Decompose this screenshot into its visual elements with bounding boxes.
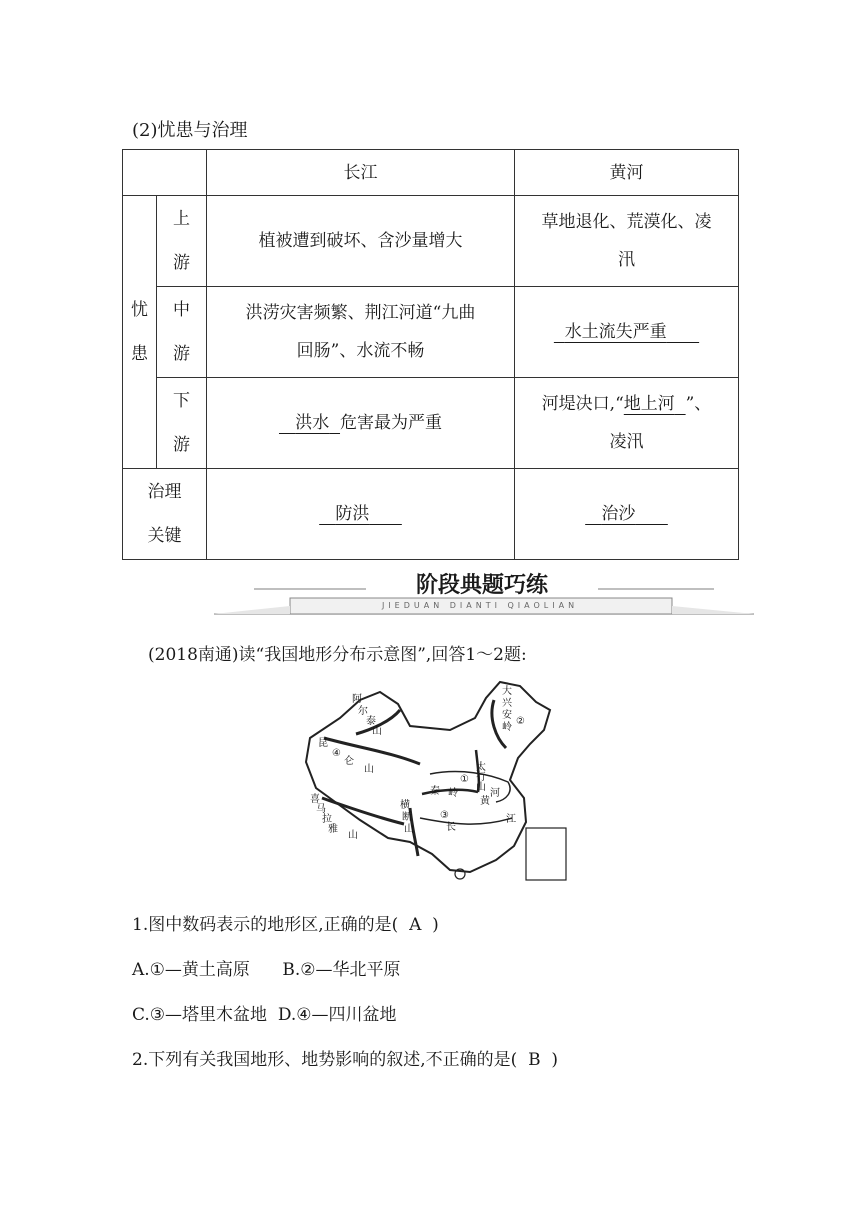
cell-line: 凌汛: [609, 432, 644, 452]
row-label-upstream: [157, 196, 207, 287]
cell-huanghe-midstream: [515, 287, 739, 378]
map-label: 喜: [310, 794, 320, 805]
map-label: 马: [316, 804, 326, 815]
question-text: 1.图中数码表示的地形区,正确的是(: [132, 915, 399, 935]
row-label-bottom: 游: [173, 435, 190, 455]
cell-huanghe-downstream: [515, 378, 739, 469]
row-label-midstream: [157, 287, 207, 378]
map-label: 昆: [318, 738, 328, 749]
cell-line: 草地退化、荒漠化、凌: [541, 212, 712, 232]
cell-line: 汛: [618, 250, 635, 270]
question-close: ): [432, 915, 439, 935]
map-label: 山: [476, 782, 486, 793]
cell-key-huanghe: [515, 469, 739, 560]
cell-changjiang-downstream: [207, 378, 515, 469]
row-label-downstream: [157, 378, 207, 469]
row-label-bottom: 关键: [147, 526, 182, 546]
map-label: 仑: [344, 756, 354, 767]
map-label: 泰: [366, 716, 376, 727]
group-label-youhuan: [123, 196, 157, 469]
question-intro: (2018南通)读“我国地形分布示意图”,回答1～2题:: [148, 645, 527, 665]
table-row-midstream: [123, 287, 739, 378]
header-empty-cell: [123, 150, 207, 196]
header-huanghe: 黄河: [515, 150, 739, 196]
map-label: 雅: [328, 824, 338, 835]
row-label-top: 中: [173, 300, 190, 320]
map-label: ④: [332, 748, 341, 759]
question-1-options-ab: A.①—黄土高原 B.②—华北平原: [132, 960, 401, 980]
row-label-top: 下: [173, 391, 190, 411]
answer-blank: 防洪: [335, 504, 370, 524]
banner-title: 阶段典题巧练: [415, 573, 548, 598]
question-1: [132, 910, 439, 935]
map-label: 横: [400, 800, 410, 811]
question-2: [132, 1045, 558, 1070]
map-label: 拉: [322, 814, 332, 825]
map-label: 河: [490, 788, 500, 799]
map-label: 长: [446, 822, 456, 833]
table-row-upstream: [123, 196, 739, 287]
row-label-key: [123, 469, 207, 560]
map-label: ③: [440, 810, 449, 821]
issues-table: [122, 149, 739, 560]
question-1-options-cd: C.③—塔里木盆地 D.④—四川盆地: [132, 1005, 397, 1025]
table-row-key: [123, 469, 739, 560]
map-label: 山: [364, 764, 374, 775]
answer-blank: 洪水: [295, 413, 330, 433]
cell-text: ”、: [685, 394, 712, 414]
map-label: 黄: [480, 796, 490, 807]
answer-blank: 地上河: [623, 394, 675, 414]
china-terrain-map: [300, 678, 572, 890]
map-label: 山: [372, 726, 382, 737]
group-label-bottom: 患: [131, 344, 148, 364]
map-label: ②: [516, 716, 525, 727]
cell-changjiang-midstream: [207, 287, 515, 378]
map-label: 阿: [352, 694, 362, 705]
row-label-bottom: 游: [173, 253, 190, 273]
map-label: 山: [404, 824, 414, 835]
cell-changjiang-upstream: 植被遭到破坏、含沙量增大: [207, 196, 515, 287]
cell-huanghe-upstream: [515, 196, 739, 287]
answer-blank: 治沙: [601, 504, 636, 524]
map-label: 兴: [502, 698, 512, 709]
banner-subtitle: JIEDUAN DIANTI QIAOLIAN: [381, 601, 579, 610]
map-label: 太: [476, 762, 486, 773]
cell-text: 危害最为严重: [340, 413, 443, 433]
question-text: 2.下列有关我国地形、地势影响的叙述,不正确的是(: [132, 1050, 518, 1070]
map-label: 大: [502, 686, 512, 697]
map-label: 安: [502, 710, 512, 721]
header-changjiang: 长江: [207, 150, 515, 196]
map-label: 山: [348, 830, 358, 841]
map-label: 岭: [448, 788, 458, 799]
table-row-downstream: [123, 378, 739, 469]
section-title: (2)忧患与治理: [132, 120, 248, 141]
map-label: 岭: [502, 722, 512, 733]
cell-line: 洪涝灾害频繁、荆江河道“九曲: [245, 303, 476, 323]
cell-text: 河堤决口,“: [541, 394, 624, 414]
map-label: 江: [506, 814, 516, 825]
row-label-top: 上: [173, 209, 190, 229]
cell-line: 回肠”、水流不畅: [296, 341, 425, 361]
answer-letter: B: [528, 1050, 541, 1070]
table-header-row: [123, 150, 739, 196]
row-label-top: 治理: [147, 482, 182, 502]
cell-key-changjiang: [207, 469, 515, 560]
answer-letter: A: [409, 915, 422, 935]
map-label: 尔: [358, 706, 368, 717]
map-label: ①: [460, 774, 469, 785]
map-label: 行: [476, 772, 486, 783]
question-close: ): [551, 1050, 559, 1070]
map-label: 秦: [430, 786, 440, 797]
map-label: 断: [402, 812, 412, 823]
row-label-bottom: 游: [173, 344, 190, 364]
group-label-top: 忧: [131, 300, 148, 320]
answer-blank: 水土流失严重: [564, 322, 667, 342]
